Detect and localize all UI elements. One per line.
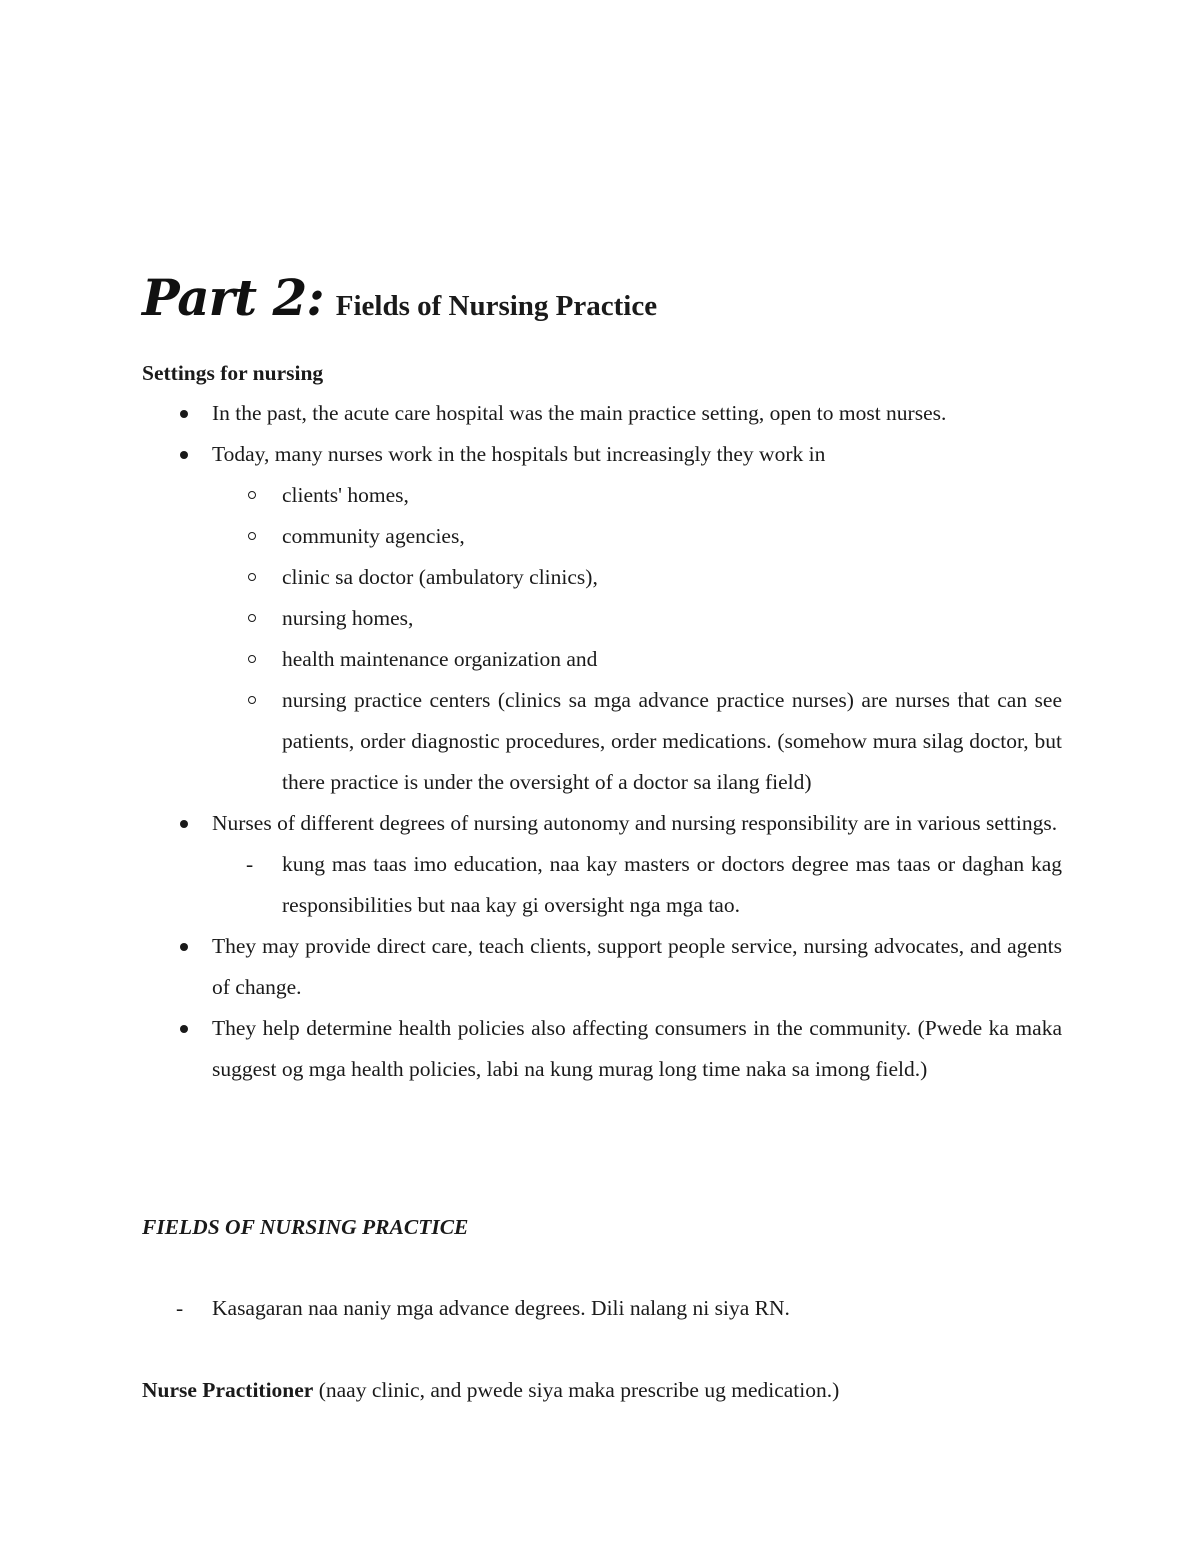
- circle-bullet-icon: [248, 532, 256, 540]
- bullet-icon: [180, 410, 188, 418]
- settings-bullet-list: [142, 393, 1062, 1090]
- title-text: Fields of Nursing Practice: [335, 290, 658, 322]
- sub-list: [212, 475, 1062, 803]
- circle-bullet-icon: [248, 491, 256, 499]
- nurse-practitioner-term: Nurse Practitioner: [142, 1378, 314, 1402]
- sub-item-text: clients' homes,: [282, 483, 409, 507]
- bullet-icon: [180, 943, 188, 951]
- fields-heading: FIELDS OF NURSING PRACTICE: [142, 1215, 469, 1239]
- sub-item-text: community agencies,: [282, 524, 465, 548]
- nurse-practitioner-line: [142, 1370, 839, 1411]
- bullet-item: [142, 434, 1062, 803]
- sub-item: [212, 639, 1062, 680]
- bullet-icon: [180, 451, 188, 459]
- circle-bullet-icon: [248, 614, 256, 622]
- bullet-text: They help determine health policies also affecting consumers in the community. (Pwede ka maka suggest og mga health policies, labi na kung murag long time naka sa imong field.): [212, 1016, 1062, 1081]
- sub-item: [212, 598, 1062, 639]
- sub-item: [212, 475, 1062, 516]
- sub-item: [212, 557, 1062, 598]
- sub-item: [212, 516, 1062, 557]
- bullet-text: They may provide direct care, teach clients, support people service, nursing advocates, and agents of change.: [212, 934, 1062, 999]
- bullet-item: [142, 803, 1062, 926]
- fields-note: [142, 1288, 1062, 1329]
- sub-item-text: clinic sa doctor (ambulatory clinics),: [282, 565, 598, 589]
- bullet-item: [142, 1008, 1062, 1090]
- dash-marker: -: [176, 1296, 184, 1320]
- sub-item-text: nursing homes,: [282, 606, 414, 630]
- fields-note-text: Kasagaran naa naniy mga advance degrees. Dili nalang ni siya RN.: [212, 1296, 790, 1320]
- circle-bullet-icon: [248, 655, 256, 663]
- bullet-icon: [180, 820, 188, 828]
- part-label: Part 2:: [142, 268, 324, 327]
- settings-heading: Settings for nursing: [142, 361, 324, 385]
- page-title: [142, 268, 657, 327]
- bullet-text: Nurses of different degrees of nursing autonomy and nursing responsibility are in various settings.: [212, 811, 1058, 835]
- dash-note: [212, 844, 1062, 926]
- circle-bullet-icon: [248, 573, 256, 581]
- bullet-icon: [180, 1025, 188, 1033]
- bullet-item: [142, 393, 1062, 434]
- sub-item-text: health maintenance organization and: [282, 647, 598, 671]
- bullet-text: Today, many nurses work in the hospitals but increasingly they work in: [212, 442, 826, 466]
- nurse-practitioner-description: (naay clinic, and pwede siya maka prescribe ug medication.): [313, 1378, 840, 1402]
- sub-item: [212, 680, 1062, 803]
- bullet-text: In the past, the acute care hospital was the main practice setting, open to most nurses.: [212, 401, 947, 425]
- bullet-item: [142, 926, 1062, 1008]
- circle-bullet-icon: [248, 696, 256, 704]
- dash-note-text: kung mas taas imo education, naa kay masters or doctors degree mas taas or daghan kag responsibilities but naa kay gi oversight nga mga tao.: [282, 852, 1062, 917]
- dash-marker: -: [246, 852, 254, 876]
- sub-item-text: nursing practice centers (clinics sa mga advance practice nurses) are nurses that can see patients, order diagnostic procedures, order medications. (somehow mura silag doctor, but there practice is under the oversight of a doctor sa ilang field): [282, 688, 1062, 794]
